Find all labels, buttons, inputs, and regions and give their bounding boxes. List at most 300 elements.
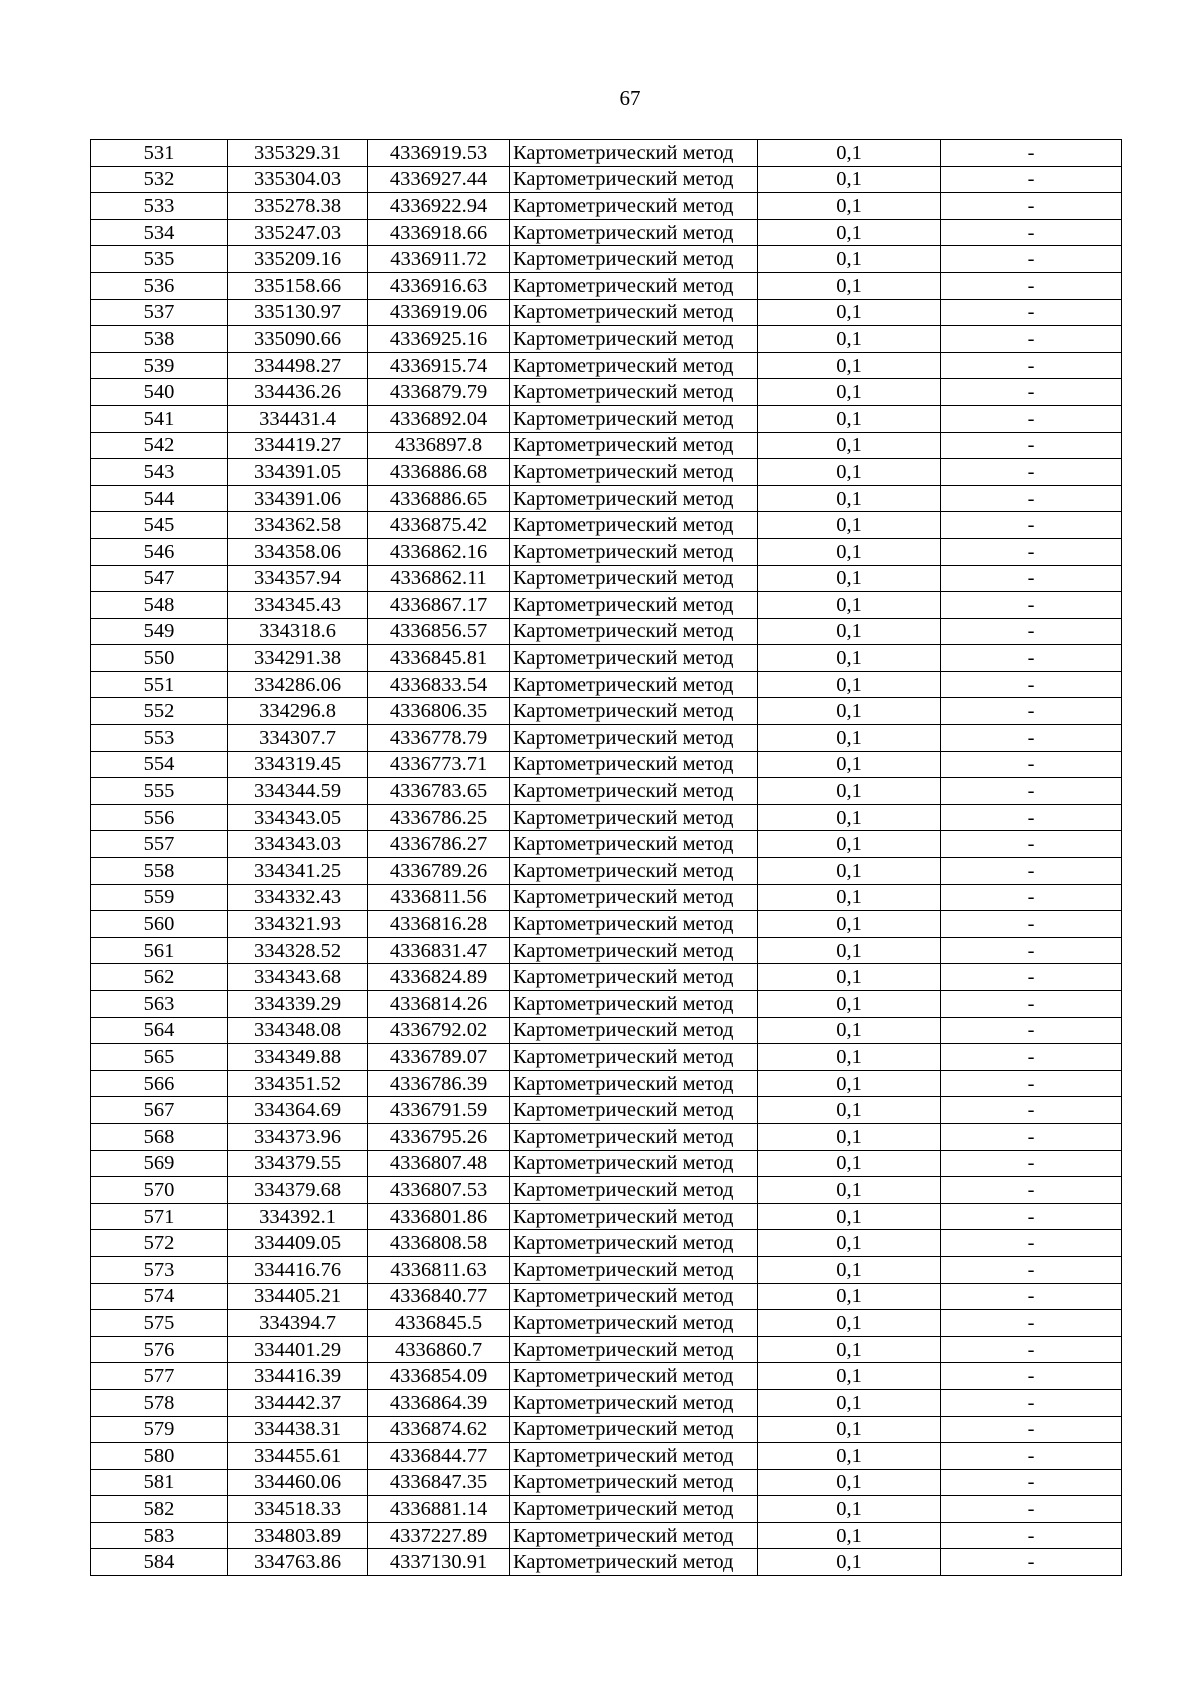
- table-row: [91, 964, 1122, 991]
- accuracy-cell: 0,1: [758, 1549, 941, 1576]
- x-coordinate-cell: 334286.06: [228, 671, 368, 698]
- x-coordinate-cell: 334319.45: [228, 751, 368, 778]
- description-cell: -: [941, 485, 1122, 512]
- accuracy-cell: 0,1: [758, 1123, 941, 1150]
- table-row: [91, 618, 1122, 645]
- y-coordinate-cell: 4336786.39: [368, 1070, 510, 1097]
- table-row: [91, 1256, 1122, 1283]
- y-coordinate-cell: 4336801.86: [368, 1203, 510, 1230]
- y-coordinate-cell: 4336778.79: [368, 725, 510, 752]
- accuracy-cell: 0,1: [758, 326, 941, 353]
- accuracy-cell: 0,1: [758, 352, 941, 379]
- method-cell: Картометрический метод: [510, 379, 758, 406]
- point-number-cell: 540: [91, 379, 228, 406]
- y-coordinate-cell: 4336795.26: [368, 1123, 510, 1150]
- table-row: [91, 272, 1122, 299]
- accuracy-cell: 0,1: [758, 592, 941, 619]
- method-cell: Картометрический метод: [510, 831, 758, 858]
- accuracy-cell: 0,1: [758, 140, 941, 167]
- x-coordinate-cell: 334351.52: [228, 1070, 368, 1097]
- method-cell: Картометрический метод: [510, 405, 758, 432]
- description-cell: -: [941, 804, 1122, 831]
- method-cell: Картометрический метод: [510, 352, 758, 379]
- y-coordinate-cell: 4336918.66: [368, 219, 510, 246]
- method-cell: Картометрический метод: [510, 698, 758, 725]
- point-number-cell: 537: [91, 299, 228, 326]
- method-cell: Картометрический метод: [510, 1363, 758, 1390]
- table-row: [91, 937, 1122, 964]
- y-coordinate-cell: 4337227.89: [368, 1522, 510, 1549]
- method-cell: Картометрический метод: [510, 1283, 758, 1310]
- x-coordinate-cell: 335209.16: [228, 246, 368, 273]
- y-coordinate-cell: 4336783.65: [368, 778, 510, 805]
- method-cell: Картометрический метод: [510, 1256, 758, 1283]
- point-number-cell: 582: [91, 1496, 228, 1523]
- method-cell: Картометрический метод: [510, 1177, 758, 1204]
- y-coordinate-cell: 4336886.65: [368, 485, 510, 512]
- accuracy-cell: 0,1: [758, 831, 941, 858]
- point-number-cell: 579: [91, 1416, 228, 1443]
- method-cell: Картометрический метод: [510, 1443, 758, 1470]
- x-coordinate-cell: 334379.55: [228, 1150, 368, 1177]
- description-cell: -: [941, 1363, 1122, 1390]
- x-coordinate-cell: 334498.27: [228, 352, 368, 379]
- point-number-cell: 562: [91, 964, 228, 991]
- method-cell: Картометрический метод: [510, 1203, 758, 1230]
- description-cell: -: [941, 592, 1122, 619]
- x-coordinate-cell: 334438.31: [228, 1416, 368, 1443]
- table-row: [91, 512, 1122, 539]
- point-number-cell: 541: [91, 405, 228, 432]
- point-number-cell: 554: [91, 751, 228, 778]
- accuracy-cell: 0,1: [758, 1416, 941, 1443]
- description-cell: -: [941, 379, 1122, 406]
- description-cell: -: [941, 884, 1122, 911]
- table-row: [91, 858, 1122, 885]
- point-number-cell: 581: [91, 1469, 228, 1496]
- y-coordinate-cell: 4336864.39: [368, 1389, 510, 1416]
- method-cell: Картометрический метод: [510, 1549, 758, 1576]
- point-number-cell: 544: [91, 485, 228, 512]
- x-coordinate-cell: 334460.06: [228, 1469, 368, 1496]
- point-number-cell: 566: [91, 1070, 228, 1097]
- table-row: [91, 405, 1122, 432]
- accuracy-cell: 0,1: [758, 299, 941, 326]
- accuracy-cell: 0,1: [758, 1256, 941, 1283]
- y-coordinate-cell: 4336845.5: [368, 1310, 510, 1337]
- point-number-cell: 548: [91, 592, 228, 619]
- point-number-cell: 531: [91, 140, 228, 167]
- y-coordinate-cell: 4336833.54: [368, 671, 510, 698]
- x-coordinate-cell: 334431.4: [228, 405, 368, 432]
- accuracy-cell: 0,1: [758, 964, 941, 991]
- method-cell: Картометрический метод: [510, 964, 758, 991]
- x-coordinate-cell: 335329.31: [228, 140, 368, 167]
- x-coordinate-cell: 334358.06: [228, 538, 368, 565]
- table-row: [91, 1469, 1122, 1496]
- y-coordinate-cell: 4336897.8: [368, 432, 510, 459]
- method-cell: Картометрический метод: [510, 1017, 758, 1044]
- y-coordinate-cell: 4336824.89: [368, 964, 510, 991]
- method-cell: Картометрический метод: [510, 1469, 758, 1496]
- table-body: [91, 140, 1122, 1576]
- description-cell: -: [941, 1416, 1122, 1443]
- description-cell: -: [941, 911, 1122, 938]
- point-number-cell: 572: [91, 1230, 228, 1257]
- accuracy-cell: 0,1: [758, 1177, 941, 1204]
- point-number-cell: 551: [91, 671, 228, 698]
- x-coordinate-cell: 334328.52: [228, 937, 368, 964]
- y-coordinate-cell: 4336789.26: [368, 858, 510, 885]
- point-number-cell: 552: [91, 698, 228, 725]
- accuracy-cell: 0,1: [758, 1469, 941, 1496]
- method-cell: Картометрический метод: [510, 1070, 758, 1097]
- point-number-cell: 536: [91, 272, 228, 299]
- point-number-cell: 574: [91, 1283, 228, 1310]
- x-coordinate-cell: 334379.68: [228, 1177, 368, 1204]
- description-cell: -: [941, 326, 1122, 353]
- x-coordinate-cell: 334343.68: [228, 964, 368, 991]
- method-cell: Картометрический метод: [510, 778, 758, 805]
- y-coordinate-cell: 4336792.02: [368, 1017, 510, 1044]
- y-coordinate-cell: 4336874.62: [368, 1416, 510, 1443]
- y-coordinate-cell: 4336814.26: [368, 991, 510, 1018]
- table-row: [91, 911, 1122, 938]
- description-cell: -: [941, 1549, 1122, 1576]
- y-coordinate-cell: 4336919.53: [368, 140, 510, 167]
- point-number-cell: 567: [91, 1097, 228, 1124]
- description-cell: -: [941, 937, 1122, 964]
- description-cell: -: [941, 751, 1122, 778]
- table-row: [91, 1177, 1122, 1204]
- method-cell: Картометрический метод: [510, 618, 758, 645]
- x-coordinate-cell: 334291.38: [228, 645, 368, 672]
- point-number-cell: 546: [91, 538, 228, 565]
- page-number: 67: [619, 86, 641, 110]
- description-cell: -: [941, 1123, 1122, 1150]
- accuracy-cell: 0,1: [758, 991, 941, 1018]
- x-coordinate-cell: 334763.86: [228, 1549, 368, 1576]
- method-cell: Картометрический метод: [510, 299, 758, 326]
- x-coordinate-cell: 334455.61: [228, 1443, 368, 1470]
- accuracy-cell: 0,1: [758, 1363, 941, 1390]
- table-row: [91, 459, 1122, 486]
- method-cell: Картометрический метод: [510, 1097, 758, 1124]
- table-row: [91, 778, 1122, 805]
- description-cell: -: [941, 246, 1122, 273]
- description-cell: -: [941, 778, 1122, 805]
- accuracy-cell: 0,1: [758, 193, 941, 220]
- x-coordinate-cell: 335130.97: [228, 299, 368, 326]
- y-coordinate-cell: 4336875.42: [368, 512, 510, 539]
- description-cell: -: [941, 1283, 1122, 1310]
- x-coordinate-cell: 334419.27: [228, 432, 368, 459]
- point-number-cell: 578: [91, 1389, 228, 1416]
- description-cell: -: [941, 219, 1122, 246]
- accuracy-cell: 0,1: [758, 459, 941, 486]
- method-cell: Картометрический метод: [510, 219, 758, 246]
- description-cell: -: [941, 565, 1122, 592]
- description-cell: -: [941, 1336, 1122, 1363]
- y-coordinate-cell: 4336916.63: [368, 272, 510, 299]
- point-number-cell: 558: [91, 858, 228, 885]
- description-cell: -: [941, 618, 1122, 645]
- table-row: [91, 1522, 1122, 1549]
- point-number-cell: 571: [91, 1203, 228, 1230]
- accuracy-cell: 0,1: [758, 618, 941, 645]
- y-coordinate-cell: 4336806.35: [368, 698, 510, 725]
- y-coordinate-cell: 4336816.28: [368, 911, 510, 938]
- y-coordinate-cell: 4336844.77: [368, 1443, 510, 1470]
- y-coordinate-cell: 4336856.57: [368, 618, 510, 645]
- table-row: [91, 1044, 1122, 1071]
- accuracy-cell: 0,1: [758, 1522, 941, 1549]
- x-coordinate-cell: 334436.26: [228, 379, 368, 406]
- table-row: [91, 698, 1122, 725]
- point-number-cell: 535: [91, 246, 228, 273]
- y-coordinate-cell: 4336881.14: [368, 1496, 510, 1523]
- x-coordinate-cell: 334344.59: [228, 778, 368, 805]
- description-cell: -: [941, 512, 1122, 539]
- x-coordinate-cell: 335158.66: [228, 272, 368, 299]
- description-cell: -: [941, 1044, 1122, 1071]
- method-cell: Картометрический метод: [510, 804, 758, 831]
- method-cell: Картометрический метод: [510, 1310, 758, 1337]
- table-row: [91, 884, 1122, 911]
- description-cell: -: [941, 1443, 1122, 1470]
- description-cell: -: [941, 432, 1122, 459]
- point-number-cell: 533: [91, 193, 228, 220]
- point-number-cell: 547: [91, 565, 228, 592]
- point-number-cell: 539: [91, 352, 228, 379]
- table-row: [91, 1496, 1122, 1523]
- method-cell: Картометрический метод: [510, 645, 758, 672]
- table-row: [91, 352, 1122, 379]
- accuracy-cell: 0,1: [758, 485, 941, 512]
- method-cell: Картометрический метод: [510, 751, 758, 778]
- method-cell: Картометрический метод: [510, 432, 758, 459]
- accuracy-cell: 0,1: [758, 1044, 941, 1071]
- table-row: [91, 645, 1122, 672]
- description-cell: -: [941, 405, 1122, 432]
- method-cell: Картометрический метод: [510, 565, 758, 592]
- y-coordinate-cell: 4336808.58: [368, 1230, 510, 1257]
- table-row: [91, 432, 1122, 459]
- y-coordinate-cell: 4336807.53: [368, 1177, 510, 1204]
- table-row: [91, 1070, 1122, 1097]
- accuracy-cell: 0,1: [758, 166, 941, 193]
- description-cell: -: [941, 725, 1122, 752]
- table-row: [91, 379, 1122, 406]
- method-cell: Картометрический метод: [510, 326, 758, 353]
- table-row: [91, 1310, 1122, 1337]
- accuracy-cell: 0,1: [758, 804, 941, 831]
- x-coordinate-cell: 334296.8: [228, 698, 368, 725]
- point-number-cell: 575: [91, 1310, 228, 1337]
- x-coordinate-cell: 334518.33: [228, 1496, 368, 1523]
- y-coordinate-cell: 4336925.16: [368, 326, 510, 353]
- description-cell: -: [941, 858, 1122, 885]
- table-row: [91, 725, 1122, 752]
- table-row: [91, 1363, 1122, 1390]
- accuracy-cell: 0,1: [758, 219, 941, 246]
- accuracy-cell: 0,1: [758, 751, 941, 778]
- table-row: [91, 1097, 1122, 1124]
- x-coordinate-cell: 335278.38: [228, 193, 368, 220]
- accuracy-cell: 0,1: [758, 884, 941, 911]
- description-cell: -: [941, 1017, 1122, 1044]
- point-number-cell: 583: [91, 1522, 228, 1549]
- point-number-cell: 557: [91, 831, 228, 858]
- description-cell: -: [941, 272, 1122, 299]
- x-coordinate-cell: 334416.76: [228, 1256, 368, 1283]
- point-number-cell: 563: [91, 991, 228, 1018]
- description-cell: -: [941, 1522, 1122, 1549]
- accuracy-cell: 0,1: [758, 565, 941, 592]
- table-row: [91, 538, 1122, 565]
- accuracy-cell: 0,1: [758, 698, 941, 725]
- point-number-cell: 580: [91, 1443, 228, 1470]
- table-row: [91, 991, 1122, 1018]
- x-coordinate-cell: 335247.03: [228, 219, 368, 246]
- description-cell: -: [941, 166, 1122, 193]
- method-cell: Картометрический метод: [510, 272, 758, 299]
- method-cell: Картометрический метод: [510, 991, 758, 1018]
- table-row: [91, 804, 1122, 831]
- point-number-cell: 560: [91, 911, 228, 938]
- y-coordinate-cell: 4336854.09: [368, 1363, 510, 1390]
- point-number-cell: 568: [91, 1123, 228, 1150]
- y-coordinate-cell: 4336789.07: [368, 1044, 510, 1071]
- y-coordinate-cell: 4336811.56: [368, 884, 510, 911]
- method-cell: Картометрический метод: [510, 1496, 758, 1523]
- description-cell: -: [941, 538, 1122, 565]
- method-cell: Картометрический метод: [510, 1389, 758, 1416]
- method-cell: Картометрический метод: [510, 1336, 758, 1363]
- accuracy-cell: 0,1: [758, 1203, 941, 1230]
- description-cell: -: [941, 831, 1122, 858]
- accuracy-cell: 0,1: [758, 1150, 941, 1177]
- accuracy-cell: 0,1: [758, 538, 941, 565]
- y-coordinate-cell: 4336922.94: [368, 193, 510, 220]
- x-coordinate-cell: 334357.94: [228, 565, 368, 592]
- x-coordinate-cell: 334442.37: [228, 1389, 368, 1416]
- method-cell: Картометрический метод: [510, 884, 758, 911]
- accuracy-cell: 0,1: [758, 512, 941, 539]
- x-coordinate-cell: 334362.58: [228, 512, 368, 539]
- description-cell: -: [941, 299, 1122, 326]
- table-row: [91, 299, 1122, 326]
- x-coordinate-cell: 334321.93: [228, 911, 368, 938]
- table-row: [91, 1203, 1122, 1230]
- table-row: [91, 1230, 1122, 1257]
- accuracy-cell: 0,1: [758, 778, 941, 805]
- y-coordinate-cell: 4336927.44: [368, 166, 510, 193]
- y-coordinate-cell: 4336773.71: [368, 751, 510, 778]
- method-cell: Картометрический метод: [510, 246, 758, 273]
- description-cell: -: [941, 1203, 1122, 1230]
- accuracy-cell: 0,1: [758, 1443, 941, 1470]
- x-coordinate-cell: 334405.21: [228, 1283, 368, 1310]
- accuracy-cell: 0,1: [758, 645, 941, 672]
- description-cell: -: [941, 140, 1122, 167]
- point-number-cell: 550: [91, 645, 228, 672]
- point-number-cell: 576: [91, 1336, 228, 1363]
- point-number-cell: 559: [91, 884, 228, 911]
- x-coordinate-cell: 334332.43: [228, 884, 368, 911]
- point-number-cell: 553: [91, 725, 228, 752]
- accuracy-cell: 0,1: [758, 1496, 941, 1523]
- x-coordinate-cell: 334391.06: [228, 485, 368, 512]
- point-number-cell: 555: [91, 778, 228, 805]
- method-cell: Картометрический метод: [510, 592, 758, 619]
- y-coordinate-cell: 4336886.68: [368, 459, 510, 486]
- x-coordinate-cell: 334348.08: [228, 1017, 368, 1044]
- accuracy-cell: 0,1: [758, 1389, 941, 1416]
- y-coordinate-cell: 4336911.72: [368, 246, 510, 273]
- x-coordinate-cell: 334345.43: [228, 592, 368, 619]
- table-row: [91, 1389, 1122, 1416]
- method-cell: Картометрический метод: [510, 1150, 758, 1177]
- table-row: [91, 1416, 1122, 1443]
- description-cell: -: [941, 1310, 1122, 1337]
- accuracy-cell: 0,1: [758, 725, 941, 752]
- x-coordinate-cell: 334392.1: [228, 1203, 368, 1230]
- point-number-cell: 543: [91, 459, 228, 486]
- y-coordinate-cell: 4336840.77: [368, 1283, 510, 1310]
- y-coordinate-cell: 4337130.91: [368, 1549, 510, 1576]
- table-row: [91, 1123, 1122, 1150]
- y-coordinate-cell: 4336862.16: [368, 538, 510, 565]
- table-row: [91, 1443, 1122, 1470]
- y-coordinate-cell: 4336919.06: [368, 299, 510, 326]
- x-coordinate-cell: 334803.89: [228, 1522, 368, 1549]
- description-cell: -: [941, 459, 1122, 486]
- description-cell: -: [941, 1496, 1122, 1523]
- description-cell: -: [941, 645, 1122, 672]
- accuracy-cell: 0,1: [758, 1070, 941, 1097]
- point-number-cell: 573: [91, 1256, 228, 1283]
- method-cell: Картометрический метод: [510, 1522, 758, 1549]
- description-cell: -: [941, 1230, 1122, 1257]
- y-coordinate-cell: 4336915.74: [368, 352, 510, 379]
- point-number-cell: 565: [91, 1044, 228, 1071]
- accuracy-cell: 0,1: [758, 1336, 941, 1363]
- accuracy-cell: 0,1: [758, 405, 941, 432]
- point-number-cell: 556: [91, 804, 228, 831]
- y-coordinate-cell: 4336879.79: [368, 379, 510, 406]
- y-coordinate-cell: 4336867.17: [368, 592, 510, 619]
- y-coordinate-cell: 4336786.27: [368, 831, 510, 858]
- method-cell: Картометрический метод: [510, 937, 758, 964]
- point-number-cell: 542: [91, 432, 228, 459]
- method-cell: Картометрический метод: [510, 512, 758, 539]
- method-cell: Картометрический метод: [510, 485, 758, 512]
- description-cell: -: [941, 1150, 1122, 1177]
- coordinates-table: [90, 139, 1122, 1576]
- table-row: [91, 1283, 1122, 1310]
- x-coordinate-cell: 334373.96: [228, 1123, 368, 1150]
- x-coordinate-cell: 334401.29: [228, 1336, 368, 1363]
- accuracy-cell: 0,1: [758, 272, 941, 299]
- method-cell: Картометрический метод: [510, 858, 758, 885]
- method-cell: Картометрический метод: [510, 166, 758, 193]
- accuracy-cell: 0,1: [758, 1230, 941, 1257]
- table-row: [91, 485, 1122, 512]
- point-number-cell: 538: [91, 326, 228, 353]
- description-cell: -: [941, 1469, 1122, 1496]
- table-row: [91, 565, 1122, 592]
